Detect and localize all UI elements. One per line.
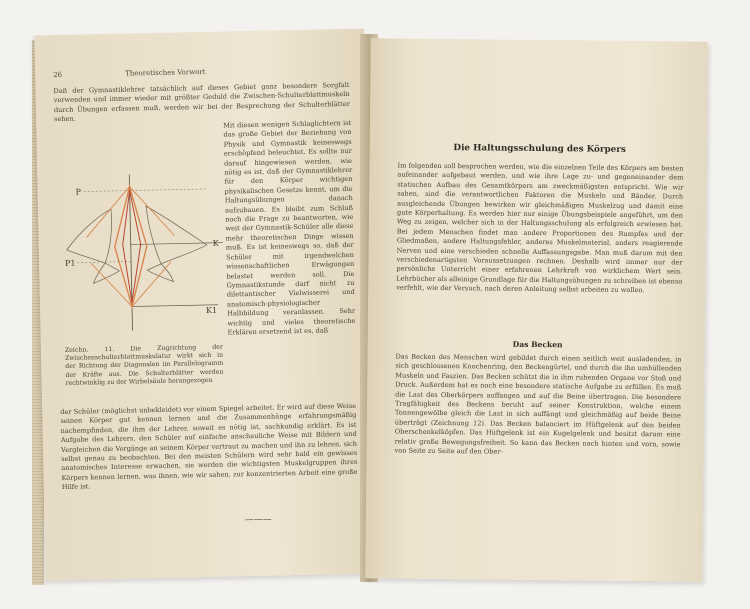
label-p: P xyxy=(75,187,82,197)
running-head: Theoretisches Vorwort xyxy=(125,67,206,78)
page-number: 26 xyxy=(53,70,63,80)
left-page xyxy=(34,29,375,581)
label-k1: K1 xyxy=(206,305,218,315)
left-text-block-1 xyxy=(53,81,350,125)
chapter-title: Die Haltungsschulung des Körpers xyxy=(453,143,626,155)
left-paragraph-2: Mit diesen wenigen Schlaglichtern ist das große Gebiet der Beziehung von Physik und Gymnastik keineswegs erschöpfend beleuchtet. Es sollte nur darauf hingewiesen werden, wie nötig es ist, daß der Gymnastiklehrer für den Körper wichtigen physikalischen Gesetze kennt, um die Haltungsübungen danach aufzubauen. Es bleibt zum Schluß noch die Frage zu beantworten, wie weit der Gymnastik-Schüler alle diese mehr theoretischen Dinge wissen muß. Es ist keineswegs so, daß der Schüler mit irgendwelchen wissenschaftlichen Erwägungen belastet werden soll. Die Gymnastikstunde darf nicht zu dilettantischer Vielwisserei und anatomisch-physiologischer Halbbildung veranlassen. Sehr wichtig und vieles theoretische Erklären ersetzend ist es, daß xyxy=(223,118,356,337)
figure-caption: Zeichn. 11. Die Zugrichtung der Zwischenschulterblattmuskulatur wirkt sich in der Richtung der Diagonalen im Parallelogramm der Kräfte aus. Die Schulterblätter werden rechtwinklig zu der Wirbelsäule herangezogen xyxy=(64,343,224,387)
scapula-diagram xyxy=(55,165,227,338)
label-p1: P1 xyxy=(65,258,76,268)
left-scapula-shape xyxy=(66,209,112,264)
left-text-block-3 xyxy=(60,402,358,493)
right-paragraph-2: Das Becken des Menschen wird gebildet durch einen seitlich weit ausladenden, in sich geschlossenen Knochenring, den Beckengürtel, und durch die ihn umhüllenden Muskeln und Faszien. Das Becken schützt die in ihm ruhenden Organe vor Stoß und Druck. Außerdem hat es noch eine besondere statische Aufgabe zu erfüllen. Es muß die Last des Oberkörpers auffangen und auf die Beine übertragen. Die besondere Tragfähigkeit des Beckens beruht auf seiner Konstruktion, welche einem Tonnengewölbe gleich die Last in sich auffängt und gleichmäßig auf beide Beine überträgt (Zeichnung 12). Das Becken balanciert im Hüftgelenk auf den beiden Oberschenkelköpfen. Das Hüftgelenk ist ein Kugelgelenk und besitzt darum eine relativ große Bewegungsfreiheit. So kann das Becken nach hinten und vorn, sowie von Seite zu Seite auf den Ober- xyxy=(394,352,682,456)
right-paragraph-1: Im folgenden soll besprochen werden, wie die einzelnen Teile des Körpers am besten aufeinander aufgebaut werden, und wie ihre Lage zu- und gegeneinander dem statischen Aufbau des Gesamtkörpers am zweckmäßigsten entspricht. Wie wir sahen, sind die verantwortlichen Faktoren die Muskeln und Bänder. Durch ausgleichende Übungen bewirken wir gleichmäßigen Muskelzug und damit eine gute Körperhaltung. Es werden hier nur einige Übungsbeispiele angeführt, um den Weg zu zeigen, welcher sich in der Haltungsschulung als erfolgreich erwiesen hat. Bei jedem Menschen findet man andere Proportionen des Rumpfes und der Gliedmaßen, andere Haltungsfehler, anderes Muskelmaterial, anders reagierende Nerven und eine verschieden schnelle Auffassungsgabe. Man muß darum mit den verschiedenartigsten Voraussetzungen rechnen. Deshalb wird immer nur der persönliche Unterricht einer erfahrenen Lehrkraft von wirklichem Wert sein. Lehrbücher als alleinige Grundlage für die Haltungsübungen zu schreiben ist ebenso verfehlt, wie der Versuch, nach deren Anleitung selbst arbeiten zu wollen. xyxy=(396,161,684,295)
label-k: K xyxy=(212,238,219,248)
right-scapula-lower xyxy=(147,264,173,283)
right-page xyxy=(365,38,708,581)
left-paragraph-1: Daß der Gymnastiklehrer tatsächlich auf dieses Gebiet ganz besondere Sorgfalt verwenden und immer wieder mit größter Geduld die Zwischen-Schulterblattmuskeln durch Übungen erfassen muß, werden wir bei der Besprechung der Schulterblätter sehen. xyxy=(53,80,350,124)
left-text-block-2 xyxy=(223,119,356,338)
left-paragraph-3: der Schüler (möglichst unbekleidet) vor einem Spiegel arbeitet. Er wird auf diese Weise seinen Körper gut kennen lernen und die Zusammenhänge erfahrungsmäßig nachempfinden, die ihm der Lehrer, soweit es nötig ist, sachkundig erklärt. Es ist Aufgabe des Lehrers, den Schüler auf einfache anschauliche Weise mit Bildern und Vergleichen die Vorgänge an seinem Körper vertraut zu machen und ihn zu lehren, sich selbst genau zu beobachten. Bei den meisten Schülern wird sehr bald ein gewisses anatomisches Interesse erwachen, sie werden die wichtigsten Muskelgruppen ihres Körpers kennen lernen, was ihnen, wie wir sahen, zur konzentrierten Arbeit eine große Hilfe ist. xyxy=(60,401,358,492)
left-header xyxy=(53,65,349,81)
right-text-block-2 xyxy=(394,353,681,459)
left-scapula-lower xyxy=(93,263,119,284)
vector-p-line xyxy=(84,189,206,192)
end-mark: ——— xyxy=(244,514,272,526)
section-subtitle: Das Becken xyxy=(512,339,563,350)
right-text-block-1 xyxy=(396,162,683,297)
